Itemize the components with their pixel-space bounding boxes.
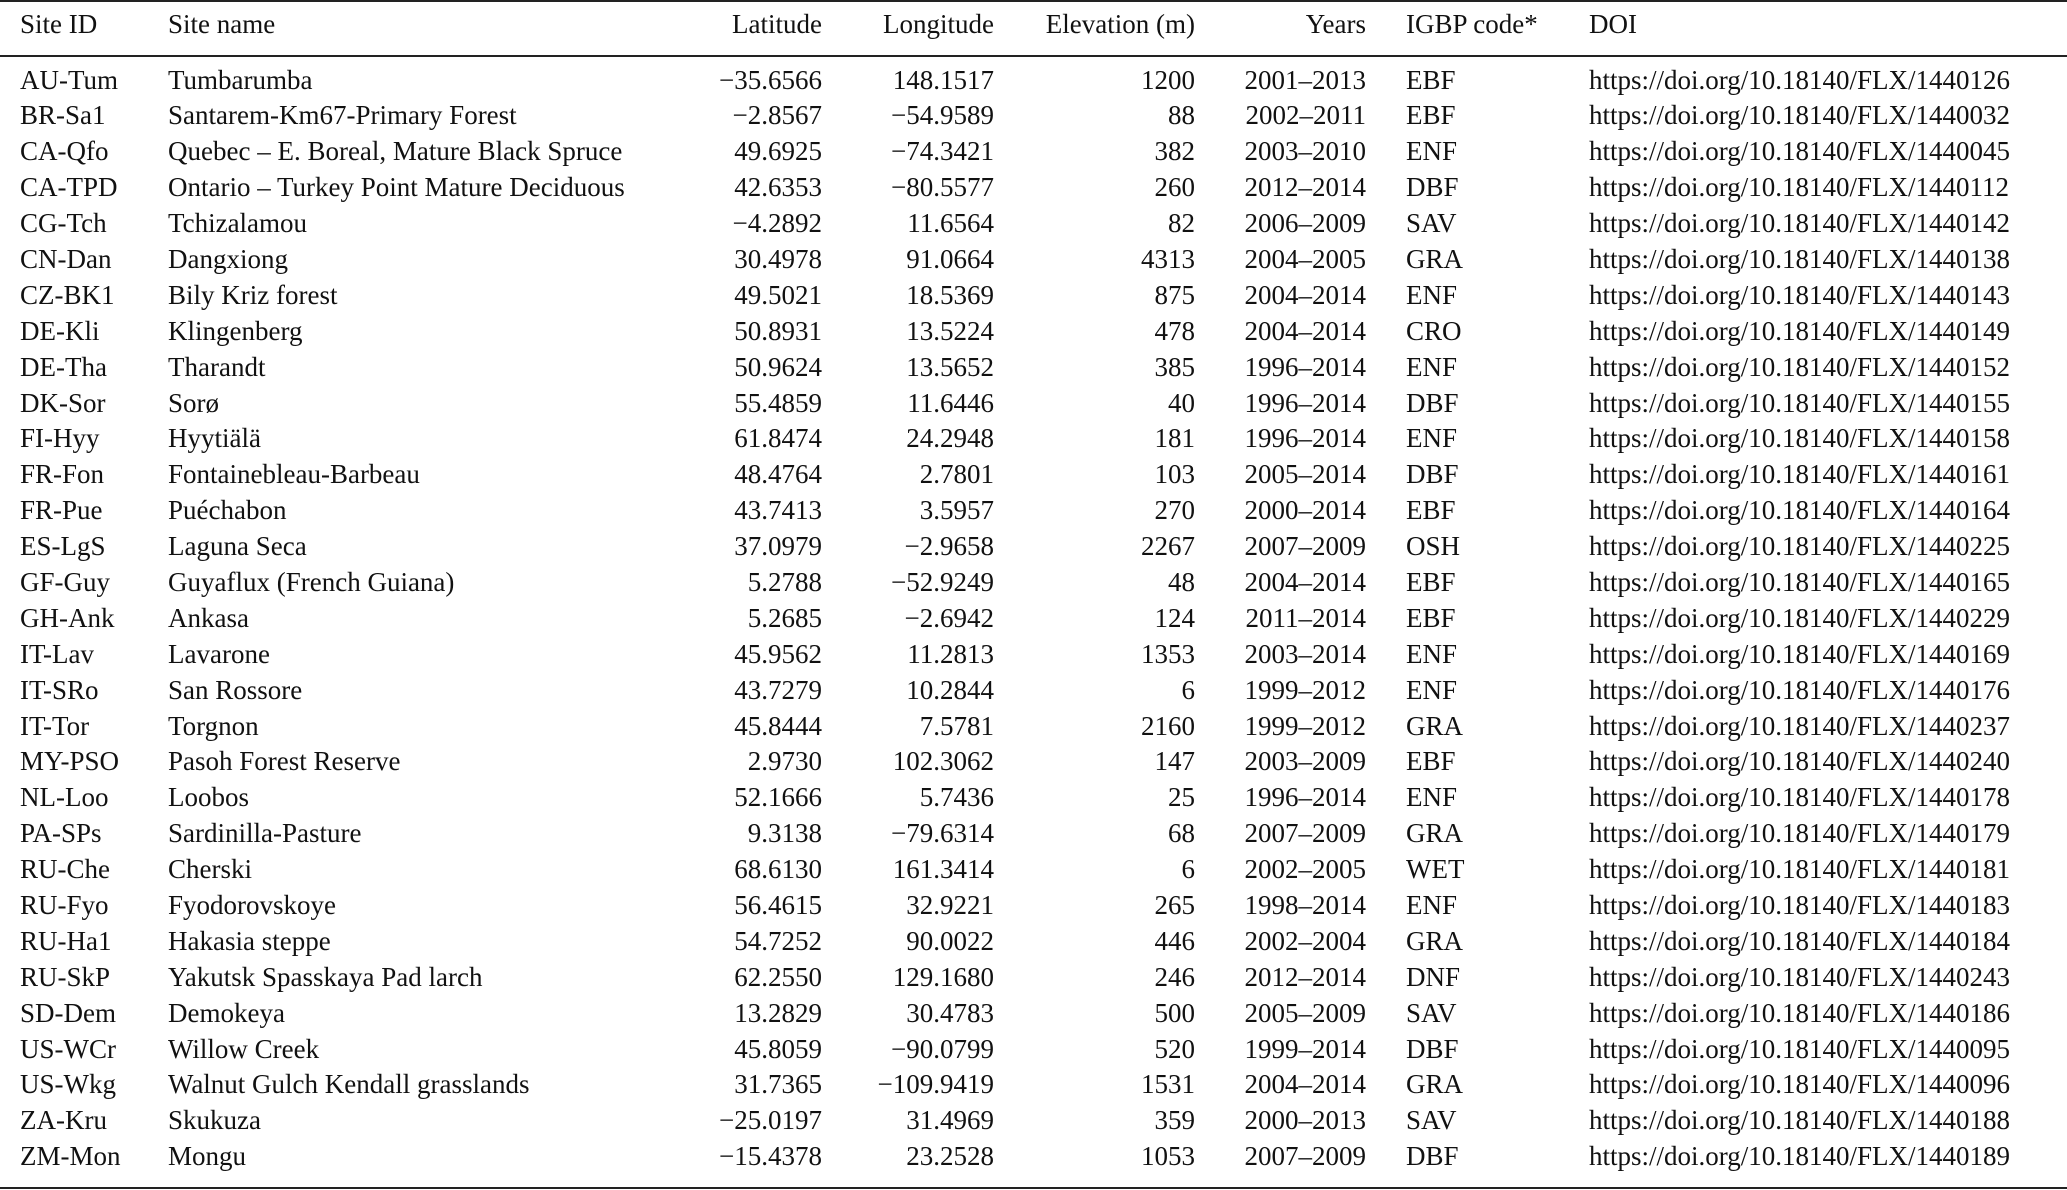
- cell-elevation: 1053: [1141, 1141, 1195, 1172]
- cell-latitude: 48.4764: [734, 459, 822, 490]
- cell-site-name: Fontainebleau-Barbeau: [168, 459, 420, 490]
- cell-igbp-code: GRA: [1406, 925, 1464, 956]
- cell-years: 2000–2014: [1244, 495, 1366, 526]
- cell-site-name: Puéchabon: [168, 495, 287, 526]
- cell-igbp-code: ENF: [1406, 674, 1458, 705]
- cell-igbp-code: ENF: [1406, 638, 1458, 669]
- cell-doi-link[interactable]: https://doi.org/10.18140/FLX/1440032: [1589, 100, 2011, 131]
- cell-elevation: 4313: [1141, 243, 1195, 274]
- table-row: [0, 278, 2067, 314]
- cell-igbp-code: EBF: [1406, 495, 1456, 526]
- cell-doi-link[interactable]: https://doi.org/10.18140/FLX/1440149: [1589, 315, 2011, 346]
- cell-doi-link[interactable]: https://doi.org/10.18140/FLX/1440045: [1589, 136, 2011, 167]
- cell-igbp-code: ENF: [1406, 351, 1458, 382]
- cell-igbp-code: DBF: [1406, 1033, 1459, 1064]
- cell-years: 1999–2014: [1244, 1033, 1366, 1064]
- cell-elevation: 270: [1154, 495, 1195, 526]
- cell-site-id: RU-SkP: [20, 961, 111, 992]
- cell-igbp-code: EBF: [1406, 602, 1456, 633]
- cell-doi-link[interactable]: https://doi.org/10.18140/FLX/1440142: [1589, 208, 2011, 239]
- cell-longitude: 24.2948: [906, 423, 994, 454]
- cell-site-name: Santarem-Km67-Primary Forest: [168, 100, 517, 131]
- table-row: [0, 206, 2067, 242]
- cell-elevation: 382: [1154, 136, 1195, 167]
- cell-longitude: −79.6314: [891, 818, 994, 849]
- cell-site-name: Demokeya: [168, 997, 285, 1028]
- cell-igbp-code: SAV: [1406, 997, 1457, 1028]
- table-row: [0, 709, 2067, 745]
- cell-doi-link[interactable]: https://doi.org/10.18140/FLX/1440237: [1589, 710, 2011, 741]
- cell-longitude: 5.7436: [919, 782, 994, 813]
- cell-site-name: Cherski: [168, 854, 252, 885]
- cell-elevation: 124: [1154, 602, 1195, 633]
- table-header: [0, 7, 2067, 43]
- table-row: [0, 386, 2067, 422]
- cell-years: 2006–2009: [1244, 208, 1366, 239]
- cell-doi-link[interactable]: https://doi.org/10.18140/FLX/1440183: [1589, 889, 2011, 920]
- cell-latitude: 30.4978: [734, 243, 822, 274]
- cell-site-id: IT-Lav: [20, 638, 94, 669]
- cell-years: 2002–2004: [1244, 925, 1366, 956]
- cell-doi-link[interactable]: https://doi.org/10.18140/FLX/1440155: [1589, 387, 2011, 418]
- cell-doi-link[interactable]: https://doi.org/10.18140/FLX/1440186: [1589, 997, 2011, 1028]
- cell-igbp-code: ENF: [1406, 423, 1458, 454]
- cell-longitude: 161.3414: [892, 854, 994, 885]
- cell-elevation: 500: [1154, 997, 1195, 1028]
- cell-doi-link[interactable]: https://doi.org/10.18140/FLX/1440165: [1589, 566, 2011, 597]
- cell-years: 2002–2005: [1244, 854, 1366, 885]
- cell-site-id: ZM-Mon: [20, 1141, 121, 1172]
- cell-site-id: FI-Hyy: [20, 423, 100, 454]
- table-row: [0, 996, 2067, 1032]
- cell-elevation: 68: [1168, 818, 1195, 849]
- cell-longitude: 3.5957: [919, 495, 994, 526]
- table-row: [0, 744, 2067, 780]
- cell-site-id: CN-Dan: [20, 243, 112, 274]
- cell-doi-link[interactable]: https://doi.org/10.18140/FLX/1440229: [1589, 602, 2011, 633]
- cell-longitude: 30.4783: [906, 997, 994, 1028]
- cell-site-name: Fyodorovskoye: [168, 889, 336, 920]
- cell-latitude: 56.4615: [734, 889, 822, 920]
- cell-doi-link[interactable]: https://doi.org/10.18140/FLX/1440164: [1589, 495, 2011, 526]
- cell-site-id: RU-Fyo: [20, 889, 109, 920]
- cell-longitude: 7.5781: [919, 710, 994, 741]
- table-row: [0, 1139, 2067, 1175]
- header-years: Years: [1305, 8, 1366, 39]
- cell-longitude: 11.2813: [907, 638, 994, 669]
- cell-years: 2007–2009: [1244, 818, 1366, 849]
- cell-latitude: 50.9624: [734, 351, 822, 382]
- cell-years: 2005–2009: [1244, 997, 1366, 1028]
- header-site-name: Site name: [168, 8, 276, 39]
- cell-doi-link[interactable]: https://doi.org/10.18140/FLX/1440178: [1589, 782, 2011, 813]
- cell-igbp-code: EBF: [1406, 566, 1456, 597]
- table-row: [0, 960, 2067, 996]
- cell-latitude: 55.4859: [734, 387, 822, 418]
- cell-site-id: AU-Tum: [20, 64, 119, 95]
- cell-site-name: Lavarone: [168, 638, 270, 669]
- cell-years: 2001–2013: [1244, 64, 1366, 95]
- cell-longitude: 91.0664: [906, 243, 994, 274]
- cell-igbp-code: CRO: [1406, 315, 1462, 346]
- cell-site-id: DE-Kli: [20, 315, 100, 346]
- cell-site-id: FR-Fon: [20, 459, 105, 490]
- cell-doi-link[interactable]: https://doi.org/10.18140/FLX/1440095: [1589, 1033, 2011, 1064]
- cell-igbp-code: ENF: [1406, 136, 1458, 167]
- cell-site-name: Klingenberg: [168, 315, 303, 346]
- cell-doi-link[interactable]: https://doi.org/10.18140/FLX/1440143: [1589, 279, 2011, 310]
- cell-doi-link[interactable]: https://doi.org/10.18140/FLX/1440225: [1589, 531, 2011, 562]
- table-row: [0, 637, 2067, 673]
- cell-igbp-code: WET: [1406, 854, 1465, 885]
- cell-doi-link[interactable]: https://doi.org/10.18140/FLX/1440126: [1589, 64, 2011, 95]
- cell-latitude: 45.8444: [734, 710, 822, 741]
- cell-latitude: 37.0979: [734, 531, 822, 562]
- cell-site-name: Tchizalamou: [168, 208, 308, 239]
- cell-elevation: 88: [1168, 100, 1195, 131]
- cell-years: 2002–2011: [1245, 100, 1366, 131]
- cell-latitude: 2.9730: [747, 746, 822, 777]
- cell-latitude: 43.7279: [734, 674, 822, 705]
- cell-site-id: RU-Ha1: [20, 925, 112, 956]
- cell-site-id: ZA-Kru: [20, 1105, 107, 1136]
- cell-years: 2003–2010: [1244, 136, 1366, 167]
- cell-doi-link[interactable]: https://doi.org/10.18140/FLX/1440152: [1589, 351, 2011, 382]
- cell-doi-link[interactable]: https://doi.org/10.18140/FLX/1440161: [1589, 459, 2011, 490]
- cell-doi-link[interactable]: https://doi.org/10.18140/FLX/1440189: [1589, 1141, 2011, 1172]
- cell-site-id: IT-SRo: [20, 674, 99, 705]
- cell-doi-link[interactable]: https://doi.org/10.18140/FLX/1440158: [1589, 423, 2011, 454]
- cell-latitude: 31.7365: [734, 1069, 822, 1100]
- table-row: [0, 170, 2067, 206]
- cell-site-name: Bily Kriz forest: [168, 279, 338, 310]
- cell-elevation: 1531: [1141, 1069, 1195, 1100]
- rule-bottom: [0, 1187, 2067, 1189]
- table-row: [0, 601, 2067, 637]
- cell-longitude: −90.0799: [891, 1033, 994, 1064]
- cell-igbp-code: EBF: [1406, 100, 1456, 131]
- rule-top: [0, 0, 2067, 2]
- cell-latitude: 13.2829: [734, 997, 822, 1028]
- cell-site-name: Torgnon: [168, 710, 259, 741]
- cell-elevation: 40: [1168, 387, 1195, 418]
- cell-site-name: Guyaflux (French Guiana): [168, 566, 455, 597]
- cell-doi-link[interactable]: https://doi.org/10.18140/FLX/1440138: [1589, 243, 2011, 274]
- cell-site-name: Quebec – E. Boreal, Mature Black Spruce: [168, 136, 623, 167]
- cell-site-name: Willow Creek: [168, 1033, 320, 1064]
- header-igbp-code: IGBP code*: [1406, 8, 1538, 39]
- cell-longitude: 2.7801: [919, 459, 994, 490]
- cell-elevation: 2160: [1141, 710, 1195, 741]
- table-row: [0, 529, 2067, 565]
- cell-years: 2007–2009: [1244, 531, 1366, 562]
- cell-elevation: 1200: [1141, 64, 1195, 95]
- cell-latitude: 62.2550: [734, 961, 822, 992]
- cell-site-id: RU-Che: [20, 854, 110, 885]
- cell-igbp-code: DBF: [1406, 172, 1459, 203]
- table-row: [0, 852, 2067, 888]
- cell-site-id: ES-LgS: [20, 531, 106, 562]
- cell-longitude: 13.5224: [906, 315, 994, 346]
- cell-igbp-code: ENF: [1406, 889, 1458, 920]
- cell-site-name: San Rossore: [168, 674, 303, 705]
- cell-latitude: 49.6925: [734, 136, 822, 167]
- cell-latitude: −2.8567: [732, 100, 822, 131]
- cell-igbp-code: SAV: [1406, 1105, 1457, 1136]
- cell-years: 2003–2014: [1244, 638, 1366, 669]
- cell-longitude: 32.9221: [906, 889, 994, 920]
- cell-site-id: BR-Sa1: [20, 100, 106, 131]
- cell-site-name: Skukuza: [168, 1105, 261, 1136]
- cell-elevation: 6: [1181, 854, 1195, 885]
- cell-elevation: 520: [1154, 1033, 1195, 1064]
- table-row: [0, 1032, 2067, 1068]
- cell-years: 2012–2014: [1244, 172, 1366, 203]
- table-row: [0, 1067, 2067, 1103]
- cell-latitude: 45.8059: [734, 1033, 822, 1064]
- cell-site-id: GH-Ank: [20, 602, 115, 633]
- cell-site-id: CG-Tch: [20, 208, 107, 239]
- cell-elevation: 181: [1154, 423, 1195, 454]
- table-row: [0, 888, 2067, 924]
- cell-latitude: −25.0197: [719, 1105, 822, 1136]
- cell-years: 2011–2014: [1245, 602, 1366, 633]
- cell-years: 2004–2005: [1244, 243, 1366, 274]
- cell-site-name: Hakasia steppe: [168, 925, 331, 956]
- cell-elevation: 246: [1154, 961, 1195, 992]
- cell-doi-link[interactable]: https://doi.org/10.18140/FLX/1440181: [1589, 854, 2011, 885]
- cell-elevation: 385: [1154, 351, 1195, 382]
- header-doi: DOI: [1589, 8, 1637, 39]
- cell-latitude: 42.6353: [734, 172, 822, 203]
- cell-igbp-code: ENF: [1406, 279, 1458, 310]
- cell-site-id: MY-PSO: [20, 746, 120, 777]
- cell-longitude: 10.2844: [906, 674, 994, 705]
- cell-site-id: PA-SPs: [20, 818, 102, 849]
- table-row: [0, 457, 2067, 493]
- cell-igbp-code: DBF: [1406, 459, 1459, 490]
- cell-longitude: 11.6564: [907, 208, 994, 239]
- cell-igbp-code: GRA: [1406, 710, 1464, 741]
- cell-longitude: 11.6446: [907, 387, 994, 418]
- cell-elevation: 2267: [1141, 531, 1195, 562]
- cell-elevation: 48: [1168, 566, 1195, 597]
- cell-site-name: Laguna Seca: [168, 531, 307, 562]
- cell-years: 1996–2014: [1244, 423, 1366, 454]
- table-row: [0, 565, 2067, 601]
- cell-site-id: IT-Tor: [20, 710, 90, 741]
- cell-doi-link[interactable]: https://doi.org/10.18140/FLX/1440176: [1589, 674, 2011, 705]
- cell-site-id: CZ-BK1: [20, 279, 115, 310]
- cell-longitude: −52.9249: [891, 566, 994, 597]
- cell-site-id: DK-Sor: [20, 387, 106, 418]
- cell-latitude: −35.6566: [719, 64, 822, 95]
- cell-doi-link[interactable]: https://doi.org/10.18140/FLX/1440240: [1589, 746, 2011, 777]
- cell-longitude: 13.5652: [906, 351, 994, 382]
- cell-longitude: −74.3421: [891, 136, 994, 167]
- cell-site-name: Sardinilla-Pasture: [168, 818, 362, 849]
- cell-longitude: −54.9589: [891, 100, 994, 131]
- cell-years: 1998–2014: [1244, 889, 1366, 920]
- table-row: [0, 63, 2067, 99]
- cell-years: 2000–2013: [1244, 1105, 1366, 1136]
- cell-site-name: Dangxiong: [168, 243, 288, 274]
- rule-header: [0, 55, 2067, 57]
- table-row: [0, 493, 2067, 529]
- cell-igbp-code: GRA: [1406, 1069, 1464, 1100]
- cell-igbp-code: DNF: [1406, 961, 1461, 992]
- cell-igbp-code: DBF: [1406, 1141, 1459, 1172]
- cell-longitude: −2.9658: [904, 531, 994, 562]
- cell-latitude: 54.7252: [734, 925, 822, 956]
- cell-doi-link[interactable]: https://doi.org/10.18140/FLX/1440112: [1589, 172, 2010, 203]
- cell-years: 2004–2014: [1244, 1069, 1366, 1100]
- cell-site-id: DE-Tha: [20, 351, 107, 382]
- cell-longitude: −109.9419: [877, 1069, 994, 1100]
- table-row: [0, 314, 2067, 350]
- cell-site-name: Pasoh Forest Reserve: [168, 746, 401, 777]
- cell-site-id: CA-Qfo: [20, 136, 109, 167]
- cell-years: 2004–2014: [1244, 315, 1366, 346]
- cell-site-name: Yakutsk Spasskaya Pad larch: [168, 961, 483, 992]
- table-row: [0, 350, 2067, 386]
- cell-site-name: Ankasa: [168, 602, 249, 633]
- cell-latitude: 50.8931: [734, 315, 822, 346]
- table-row: [0, 780, 2067, 816]
- cell-years: 2007–2009: [1244, 1141, 1366, 1172]
- cell-site-name: Tumbarumba: [168, 64, 313, 95]
- cell-longitude: 31.4969: [906, 1105, 994, 1136]
- cell-site-id: NL-Loo: [20, 782, 109, 813]
- cell-site-name: Ontario – Turkey Point Mature Deciduous: [168, 172, 625, 203]
- cell-site-id: GF-Guy: [20, 566, 111, 597]
- cell-years: 2003–2009: [1244, 746, 1366, 777]
- cell-doi-link[interactable]: https://doi.org/10.18140/FLX/1440184: [1589, 925, 2011, 956]
- cell-elevation: 446: [1154, 925, 1195, 956]
- cell-elevation: 260: [1154, 172, 1195, 203]
- cell-site-name: Sorø: [168, 387, 220, 418]
- cell-elevation: 103: [1154, 459, 1195, 490]
- cell-years: 1996–2014: [1244, 387, 1366, 418]
- cell-site-name: Loobos: [168, 782, 249, 813]
- cell-site-id: FR-Pue: [20, 495, 103, 526]
- table-body: [0, 63, 2067, 1176]
- cell-elevation: 6: [1181, 674, 1195, 705]
- table-row: [0, 134, 2067, 170]
- cell-years: 2004–2014: [1244, 566, 1366, 597]
- cell-latitude: 5.2685: [747, 602, 822, 633]
- cell-years: 1999–2012: [1244, 710, 1366, 741]
- cell-doi-link[interactable]: https://doi.org/10.18140/FLX/1440243: [1589, 961, 2011, 992]
- cell-elevation: 82: [1168, 208, 1195, 239]
- cell-site-id: SD-Dem: [20, 997, 116, 1028]
- cell-igbp-code: EBF: [1406, 64, 1456, 95]
- cell-latitude: 68.6130: [734, 854, 822, 885]
- cell-elevation: 265: [1154, 889, 1195, 920]
- cell-latitude: 49.5021: [734, 279, 822, 310]
- cell-years: 1996–2014: [1244, 351, 1366, 382]
- cell-elevation: 147: [1154, 746, 1195, 777]
- cell-doi-link[interactable]: https://doi.org/10.18140/FLX/1440179: [1589, 818, 2011, 849]
- cell-years: 2012–2014: [1244, 961, 1366, 992]
- cell-years: 2004–2014: [1244, 279, 1366, 310]
- cell-latitude: 5.2788: [747, 566, 822, 597]
- cell-igbp-code: SAV: [1406, 208, 1457, 239]
- cell-site-name: Mongu: [168, 1141, 247, 1172]
- cell-doi-link[interactable]: https://doi.org/10.18140/FLX/1440188: [1589, 1105, 2011, 1136]
- table-row: [0, 242, 2067, 278]
- table-row: [0, 1103, 2067, 1139]
- cell-latitude: −15.4378: [719, 1141, 822, 1172]
- cell-site-name: Walnut Gulch Kendall grasslands: [168, 1069, 530, 1100]
- cell-elevation: 359: [1154, 1105, 1195, 1136]
- cell-site-id: US-WCr: [20, 1033, 116, 1064]
- cell-igbp-code: GRA: [1406, 243, 1464, 274]
- table-row: [0, 924, 2067, 960]
- header-longitude: Longitude: [883, 8, 994, 39]
- cell-igbp-code: ENF: [1406, 782, 1458, 813]
- cell-igbp-code: EBF: [1406, 746, 1456, 777]
- cell-site-name: Tharandt: [168, 351, 266, 382]
- cell-elevation: 1353: [1141, 638, 1195, 669]
- cell-longitude: 23.2528: [906, 1141, 994, 1172]
- cell-site-name: Hyytiälä: [168, 423, 261, 454]
- cell-latitude: 9.3138: [747, 818, 822, 849]
- table-row: [0, 421, 2067, 457]
- cell-latitude: −4.2892: [732, 208, 822, 239]
- header-latitude: Latitude: [732, 8, 822, 39]
- header-site-id: Site ID: [20, 8, 98, 39]
- header-elevation: Elevation (m): [1045, 8, 1195, 39]
- cell-igbp-code: OSH: [1406, 531, 1461, 562]
- cell-elevation: 25: [1168, 782, 1195, 813]
- cell-igbp-code: GRA: [1406, 818, 1464, 849]
- table-row: [0, 673, 2067, 709]
- cell-years: 2005–2014: [1244, 459, 1366, 490]
- cell-doi-link[interactable]: https://doi.org/10.18140/FLX/1440169: [1589, 638, 2011, 669]
- cell-elevation: 875: [1154, 279, 1195, 310]
- cell-longitude: −2.6942: [904, 602, 994, 633]
- cell-longitude: 102.3062: [892, 746, 994, 777]
- cell-latitude: 45.9562: [734, 638, 822, 669]
- cell-doi-link[interactable]: https://doi.org/10.18140/FLX/1440096: [1589, 1069, 2011, 1100]
- cell-latitude: 61.8474: [734, 423, 822, 454]
- cell-site-id: US-Wkg: [20, 1069, 116, 1100]
- cell-years: 1999–2012: [1244, 674, 1366, 705]
- cell-elevation: 478: [1154, 315, 1195, 346]
- cell-latitude: 43.7413: [734, 495, 822, 526]
- cell-longitude: 18.5369: [906, 279, 994, 310]
- table-row: [0, 816, 2067, 852]
- cell-latitude: 52.1666: [734, 782, 822, 813]
- cell-longitude: 90.0022: [906, 925, 994, 956]
- cell-igbp-code: DBF: [1406, 387, 1459, 418]
- cell-site-id: CA-TPD: [20, 172, 118, 203]
- cell-longitude: 129.1680: [892, 961, 994, 992]
- cell-longitude: 148.1517: [892, 64, 994, 95]
- cell-years: 1996–2014: [1244, 782, 1366, 813]
- cell-longitude: −80.5577: [891, 172, 994, 203]
- table-row: [0, 98, 2067, 134]
